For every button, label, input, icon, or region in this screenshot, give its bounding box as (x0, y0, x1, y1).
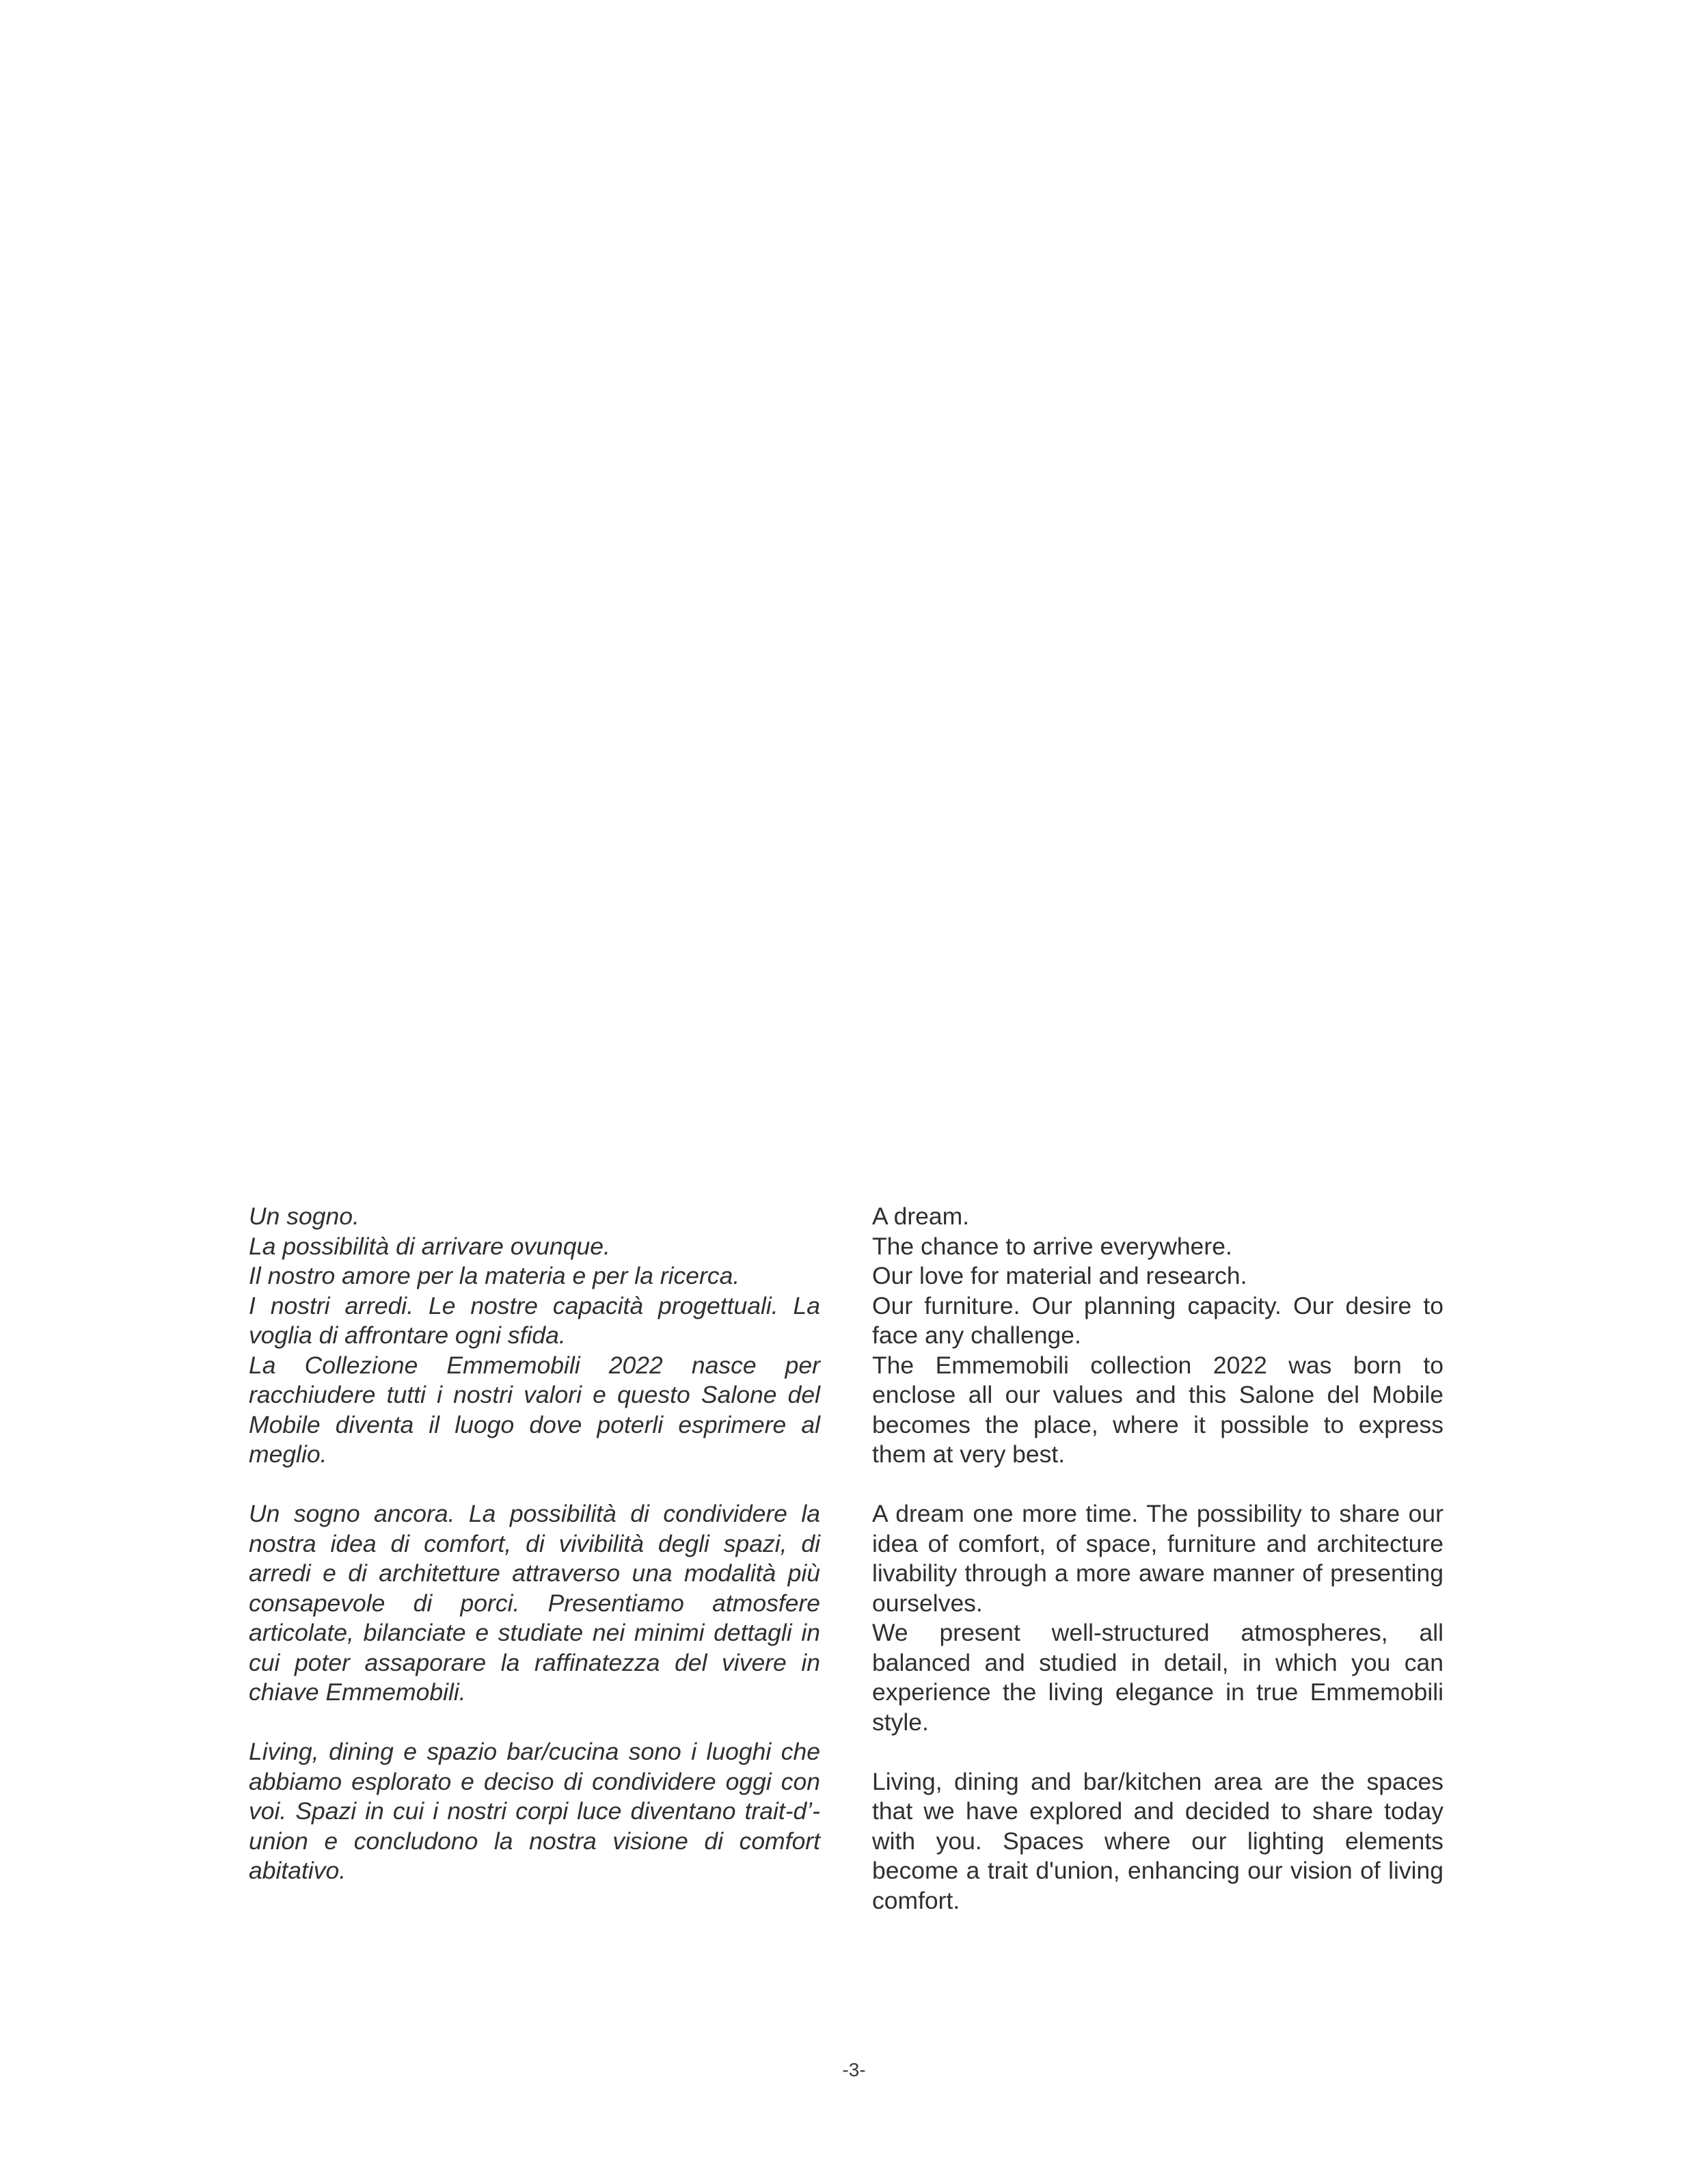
english-line-love: Our love for material and research. (872, 1262, 1247, 1289)
italian-line-collection: La Collezione Emmemobili 2022 nasce per racchiudere tutti i nostri valori e questo Salone del Mobile diventa il luogo dove poterli esprimere al meglio. (249, 1351, 820, 1468)
italian-line-chance: La possibilità di arrivare ovunque. (249, 1232, 610, 1260)
english-line-dream: A dream. (872, 1203, 970, 1230)
english-line-atmospheres: We present well-structured atmospheres, all balanced and studied in detail, in which you can experience the living elegance in true Emmemobili style. (872, 1619, 1443, 1736)
italian-line-love: Il nostro amore per la materia e per la ricerca. (249, 1262, 740, 1289)
english-paragraph-dream-again (872, 1499, 1443, 1737)
english-paragraph-intro (872, 1202, 1443, 1470)
page-number: -3- (842, 2059, 866, 2080)
italian-paragraph-dream-again: Un sogno ancora. La possibilità di condividere la nostra idea di comfort, di vivibilità degli spazi, di arredi e di architetture attraverso una modalità più consapevole di porci. Presentiamo atmosfere articolate, bilanciate e studiate nei minimi dettagli in cui poter assaporare la raffinatezza del vivere in chiave Emmemobili. (249, 1500, 820, 1706)
english-line-collection: The Emmemobili collection 2022 was born to enclose all our values and this Salone del Mobile becomes the place, where it possible to express them at very best. (872, 1351, 1443, 1468)
italian-paragraph-living: Living, dining e spazio bar/cucina sono i luoghi che abbiamo esplorato e deciso di condividere oggi con voi. Spazi in cui i nostri corpi luce diventano trait-d’-union e concludono la nostra visione di comfort abitativo. (249, 1738, 820, 1884)
english-line-furniture: Our furniture. Our planning capacity. Our desire to face any challenge. (872, 1291, 1443, 1349)
english-paragraph-living: Living, dining and bar/kitchen area are the spaces that we have explored and decided to share today with you. Spaces where our lighting elements become a trait d'union, enhancing our vision of living comfort. (872, 1767, 1443, 1914)
italian-paragraph-intro (249, 1202, 820, 1470)
english-line-chance: The chance to arrive everywhere. (872, 1232, 1232, 1260)
english-text-column (872, 1202, 1443, 1946)
english-line-share: A dream one more time. The possibility to share our idea of comfort, of space, furniture and architecture livability through a more aware manner of presenting ourselves. (872, 1500, 1443, 1617)
italian-text-column (249, 1202, 820, 1916)
italian-line-furniture: I nostri arredi. Le nostre capacità progettuali. La voglia di affrontare ogni sfida. (249, 1291, 820, 1349)
italian-line-dream: Un sogno. (249, 1203, 360, 1230)
